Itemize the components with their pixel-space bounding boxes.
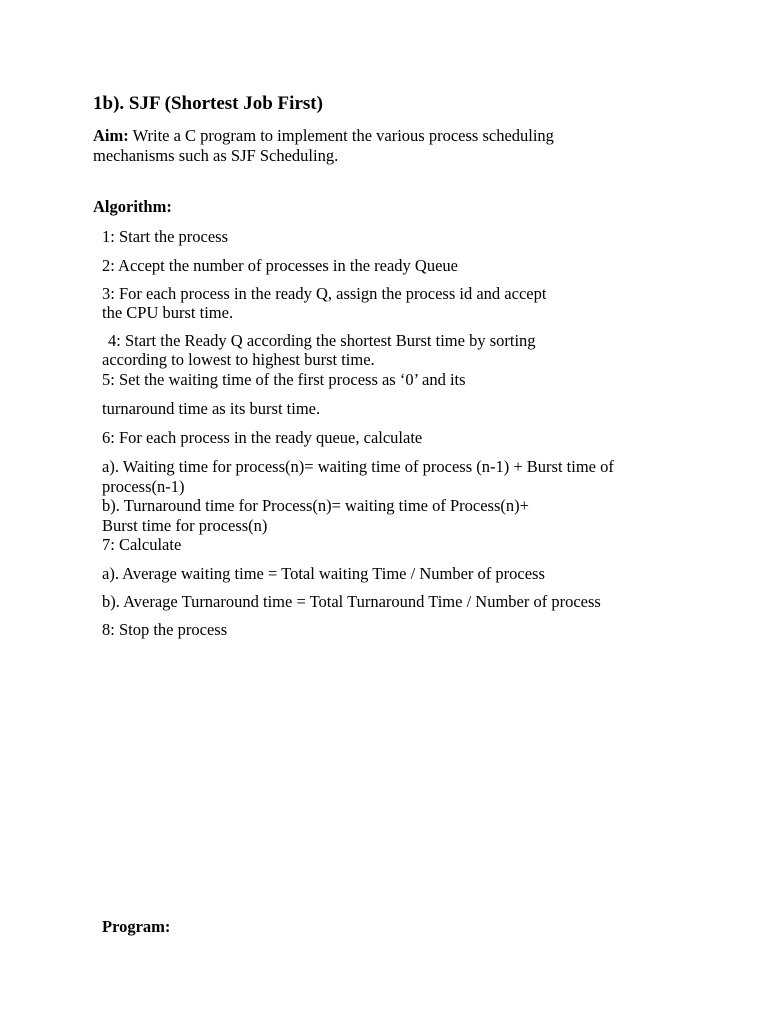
step-7b: b). Average Turnaround time = Total Turnaround Time / Number of process [102, 592, 601, 611]
step-4-line-2: according to lowest to highest burst time. [102, 350, 375, 369]
step-7: 7: Calculate [102, 535, 182, 554]
step-4-line-1: 4: Start the Ready Q according the shortest Burst time by sorting [108, 331, 536, 350]
page-title: 1b). SJF (Shortest Job First) [93, 93, 323, 114]
step-2: 2: Accept the number of processes in the ready Queue [102, 256, 458, 275]
step-6b-line-2: Burst time for process(n) [102, 516, 268, 535]
aim-text: Write a C program to implement the various process scheduling mechanisms such as SJF Scheduling. [93, 126, 554, 165]
step-5-line-1: 5: Set the waiting time of the first process as ‘0’ and its [102, 370, 466, 389]
step-6a-line-1: a). Waiting time for process(n)= waiting time of process (n-1) + Burst time of [102, 457, 614, 476]
step-6b-line-1: b). Turnaround time for Process(n)= waiting time of Process(n)+ [102, 496, 529, 515]
step-1: 1: Start the process [102, 227, 229, 246]
step-5-line-2: turnaround time as its burst time. [102, 399, 321, 418]
aim-label: Aim: [93, 126, 129, 145]
step-8: 8: Stop the process [102, 620, 228, 639]
step-3-line-1: 3: For each process in the ready Q, assign the process id and accept [102, 284, 547, 303]
step-3-line-2: the CPU burst time. [102, 303, 234, 322]
step-7a: a). Average waiting time = Total waiting Time / Number of process [102, 564, 545, 583]
step-6: 6: For each process in the ready queue, calculate [102, 428, 423, 447]
program-heading: Program: [102, 917, 171, 936]
aim-paragraph [93, 126, 633, 166]
step-6a-line-2: process(n-1) [102, 477, 185, 496]
algorithm-heading: Algorithm: [93, 197, 172, 216]
